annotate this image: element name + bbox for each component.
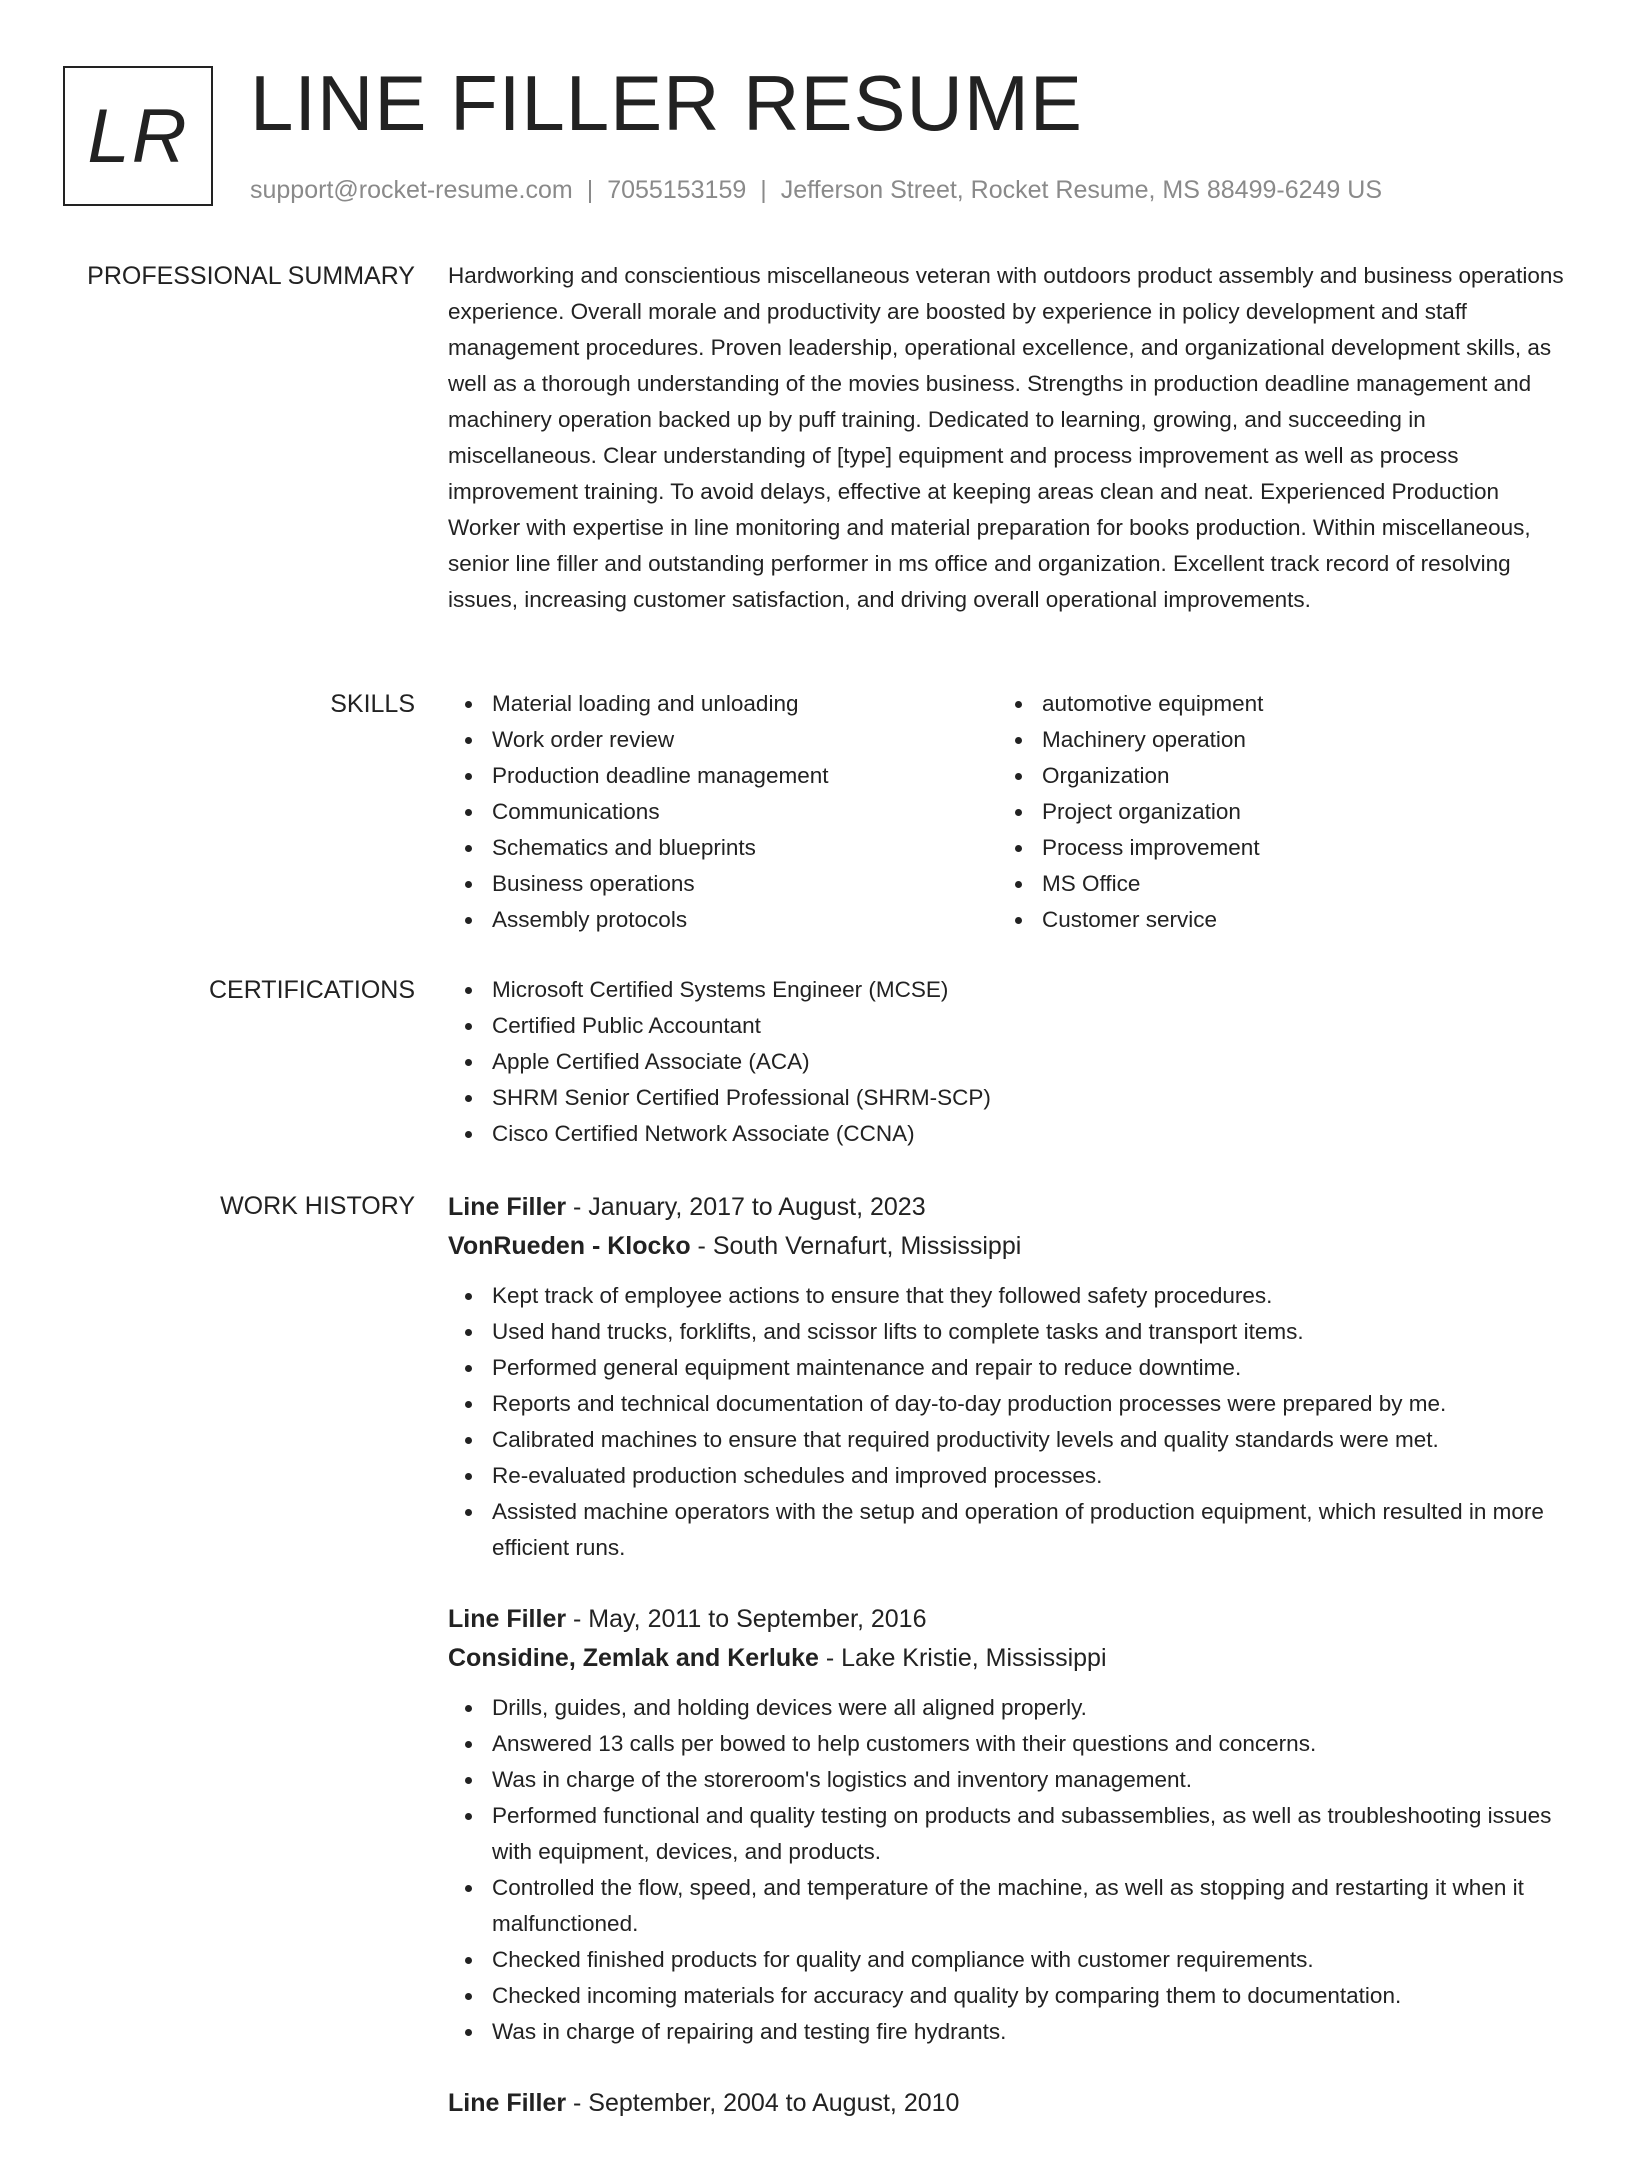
job-title: Line Filler [448, 1605, 567, 1633]
job-duty: Performed functional and quality testing on products and subassemblies, as well as troubleshooting issues with equipment, devices, and products. [448, 1798, 1568, 1870]
job-duty: Kept track of employee actions to ensure that they followed safety procedures. [448, 1278, 1568, 1314]
job-location: - South Vernafurt, Mississippi [690, 1232, 1022, 1260]
certification-item: SHRM Senior Certified Professional (SHRM-SCP) [448, 1080, 1568, 1116]
skill-item: Customer service [998, 902, 1548, 938]
skill-item: Project organization [998, 794, 1548, 830]
skill-item: Work order review [448, 722, 998, 758]
contact-line [250, 174, 1382, 206]
skills-list-left [448, 686, 998, 938]
contact-phone[interactable]: 7055153159 [607, 176, 747, 204]
job-entry [448, 1600, 1568, 2050]
job-title-line [448, 2084, 1568, 2123]
skill-item: MS Office [998, 866, 1548, 902]
job-title: Line Filler [448, 1193, 567, 1221]
certification-item: Apple Certified Associate (ACA) [448, 1044, 1568, 1080]
skill-item: Schematics and blueprints [448, 830, 998, 866]
job-company: VonRueden - Klocko [448, 1232, 691, 1260]
certification-item: Cisco Certified Network Associate (CCNA) [448, 1116, 1568, 1152]
skill-item: automotive equipment [998, 686, 1548, 722]
job-title: Line Filler [448, 2089, 567, 2117]
skills-list-right [998, 686, 1548, 938]
summary-text: Hardworking and conscientious miscellaneous veteran with outdoors product assembly and business operations experience. Overall morale and productivity are boosted by experience in policy development and staff management procedures. Proven leadership, operational excellence, and organizational development skills, as well as a thorough understanding of the movies business. Strengths in production deadline management and machinery operation backed up by puff training. Dedicated to learning, growing, and succeeding in miscellaneous. Clear understanding of [type] equipment and process improvement as well as process improvement training. To avoid delays, effective at keeping areas clean and neat. Experienced Production Worker with expertise in line monitoring and material preparation for books production. Within miscellaneous, senior line filler and outstanding performer in ms office and organization. Excellent track record of resolving issues, increasing customer satisfaction, and driving overall operational improvements. [448, 263, 1564, 612]
summary-heading: PROFESSIONAL SUMMARY [87, 262, 415, 290]
job-company-line [448, 1639, 1568, 1678]
certifications-heading: CERTIFICATIONS [208, 976, 415, 1004]
job-duty: Used hand trucks, forklifts, and scissor lifts to complete tasks and transport items. [448, 1314, 1568, 1350]
job-duty: Checked incoming materials for accuracy and quality by comparing them to documentation. [448, 1978, 1568, 2014]
job-company-line [448, 1227, 1568, 1266]
job-duties [448, 1278, 1568, 1566]
resume-title: LINE FILLER RESUME [250, 59, 1083, 147]
job-dates: - January, 2017 to August, 2023 [566, 1193, 926, 1221]
certification-item: Certified Public Accountant [448, 1008, 1568, 1044]
skill-item: Organization [998, 758, 1548, 794]
skill-item: Machinery operation [998, 722, 1548, 758]
job-dates: - September, 2004 to August, 2010 [566, 2089, 960, 2117]
job-title-line [448, 1600, 1568, 1639]
job-duty: Re-evaluated production schedules and improved processes. [448, 1458, 1568, 1494]
skill-item: Communications [448, 794, 998, 830]
contact-email[interactable]: support@rocket-resume.com [250, 176, 573, 204]
job-location: - Lake Kristie, Mississippi [818, 1644, 1107, 1672]
monogram-logo: LR [63, 66, 213, 206]
job-title-line [448, 1188, 1568, 1227]
job-duty: Was in charge of repairing and testing fire hydrants. [448, 2014, 1568, 2050]
skill-item: Production deadline management [448, 758, 998, 794]
job-dates: - May, 2011 to September, 2016 [566, 1605, 927, 1633]
certification-item: Microsoft Certified Systems Engineer (MCSE) [448, 972, 1568, 1008]
job-entry [448, 1188, 1568, 1566]
contact-separator: | [586, 176, 594, 204]
job-duty: Performed general equipment maintenance and repair to reduce downtime. [448, 1350, 1568, 1386]
job-duty: Assisted machine operators with the setup and operation of production equipment, which resulted in more efficient runs. [448, 1494, 1568, 1566]
work-history-heading: WORK HISTORY [220, 1192, 415, 1220]
job-duty: Controlled the flow, speed, and temperature of the machine, as well as stopping and restarting it when it malfunctioned. [448, 1870, 1568, 1942]
job-duty: Was in charge of the storeroom's logistics and inventory management. [448, 1762, 1568, 1798]
job-duty: Drills, guides, and holding devices were all aligned properly. [448, 1690, 1568, 1726]
skill-item: Assembly protocols [448, 902, 998, 938]
skill-item: Material loading and unloading [448, 686, 998, 722]
job-duty: Answered 13 calls per bowed to help customers with their questions and concerns. [448, 1726, 1568, 1762]
skills-heading: SKILLS [330, 690, 415, 718]
job-entry [448, 2084, 1568, 2123]
job-duty: Reports and technical documentation of day-to-day production processes were prepared by me. [448, 1386, 1568, 1422]
contact-address: Jefferson Street, Rocket Resume, MS 88499-6249 US [780, 176, 1382, 204]
contact-separator: | [760, 176, 767, 204]
skill-item: Business operations [448, 866, 998, 902]
job-duty: Calibrated machines to ensure that required productivity levels and quality standards were met. [448, 1422, 1568, 1458]
job-company: Considine, Zemlak and Kerluke [448, 1644, 819, 1672]
job-duty: Checked finished products for quality and compliance with customer requirements. [448, 1942, 1568, 1978]
job-duties [448, 1690, 1568, 2050]
certifications-list [448, 972, 1568, 1152]
skill-item: Process improvement [998, 830, 1548, 866]
